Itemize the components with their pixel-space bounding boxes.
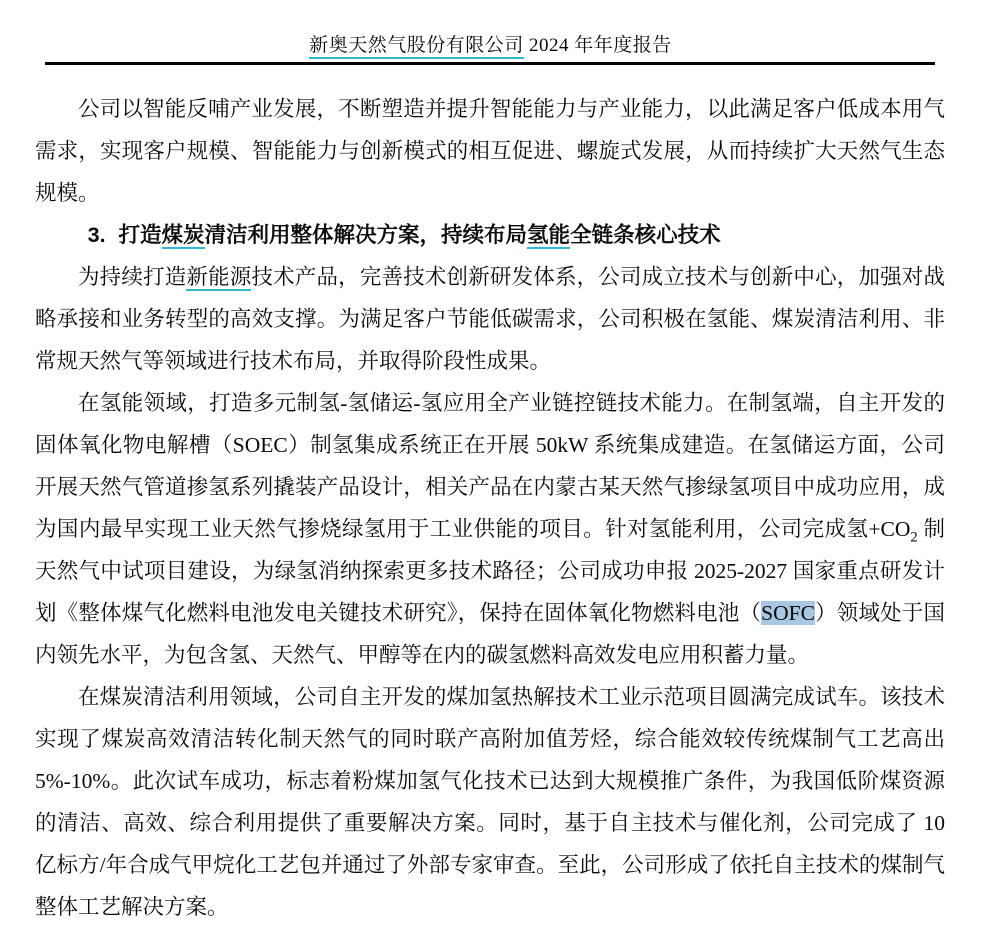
term-link-new-energy[interactable]: 新能源 bbox=[186, 265, 252, 289]
paragraph-text: 为持续打造 bbox=[78, 265, 187, 289]
paragraph-text: 制天然气中试项目建设，为绿氢消纳探索更多技术路径；公司成功申报 2025-2027 国家重点研发计划《整体煤气化燃料电池发电关键技术研究》，保持在固体氧化物燃料电池（ bbox=[35, 517, 945, 625]
heading-seg: 打造 bbox=[118, 223, 162, 247]
section-heading-3 bbox=[35, 214, 945, 256]
header-divider-rule bbox=[45, 62, 935, 65]
term-link-hydrogen[interactable]: 氢能 bbox=[527, 223, 571, 247]
paragraph-text: 公司以智能反哺产业发展，不断塑造并提升智能能力与产业能力，以此满足客户低成本用气需求，实现客户规模、智能能力与创新模式的相互促进、螺旋式发展，从而持续扩大天然气生态规模。 bbox=[35, 97, 945, 205]
paragraph-hydrogen-field bbox=[35, 382, 945, 676]
heading-seg: 清洁利用整体解决方案，持续布局 bbox=[204, 223, 528, 247]
document-body bbox=[35, 88, 945, 928]
paragraph-text: 在煤炭清洁利用领域，公司自主开发的煤加氢热解技术工业示范项目圆满完成试车。该技术实现了煤炭高效清洁转化制天然气的同时联产高附加值芳烃，综合能效较传统煤制气工艺高出5%-10%。此次试车成功，标志着粉煤加氢气化技术已达到大规模推广条件，为我国低阶煤资源的清洁、高效、综合利用提供了重要解决方案。同时，基于自主技术与催化剂，公司完成了 10 亿标方/年合成气甲烷化工艺包并通过了外部专家审查。至此，公司形成了依托自主技术的煤制气整体工艺解决方案。 bbox=[35, 685, 945, 919]
highlighted-term-sofc: SOFC bbox=[761, 601, 815, 625]
paragraph-text: 技术产品，完善技术创新研发体系，公司成立技术与创新中心，加强对战略承接和业务转型的高效支撑。为满足客户节能低碳需求，公司积极在氢能、煤炭清洁利用、非常规天然气等领域进行技术布局，并取得阶段性成果。 bbox=[35, 265, 945, 373]
paragraph-text: ）领域处于国内领先水平，为包含氢、天然气、甲醇等在内的碳氢燃料高效发电应用积蓄力量。 bbox=[35, 601, 945, 667]
company-name-link[interactable]: 新奥天然气股份有限公司 bbox=[309, 35, 524, 59]
heading-seg: 全链条核心技术 bbox=[570, 223, 721, 247]
heading-number: 3. bbox=[87, 223, 106, 247]
heading-text bbox=[119, 223, 721, 249]
paragraph-text: 在氢能领域，打造多元制氢-氢储运-氢应用全产业链控链技术能力。在制氢端，自主开发的固体氧化物电解槽（SOEC）制氢集成系统正在开展 50kW 系统集成建造。在氢储运方面，公司开展天然气管道掺氢系列撬装产品设计，相关产品在内蒙古某天然气掺绿氢项目中成功应用，成为国内最早实现工业天然气掺烧绿氢用于工业供能的项目。针对氢能利用，公司完成氢+CO bbox=[35, 391, 945, 541]
paragraph-tech-innovation bbox=[35, 256, 945, 382]
paragraph-intelligence-feedback bbox=[35, 88, 945, 214]
report-header-title bbox=[0, 30, 981, 57]
report-title-suffix: 2024 年年度报告 bbox=[523, 35, 672, 56]
term-link-coal[interactable]: 煤炭 bbox=[161, 223, 205, 247]
paragraph-coal-clean-utilization bbox=[35, 676, 945, 928]
co2-subscript: 2 bbox=[910, 529, 918, 546]
